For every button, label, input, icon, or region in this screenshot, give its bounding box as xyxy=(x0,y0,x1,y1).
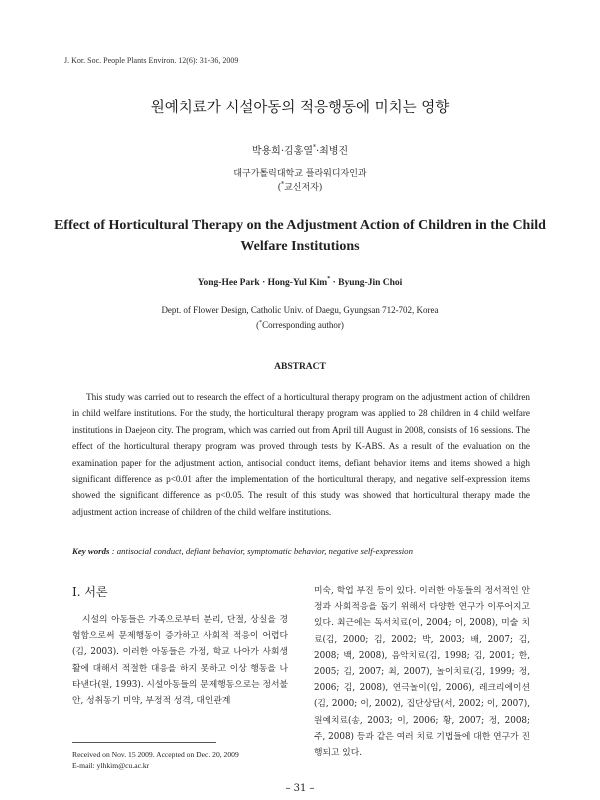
korean-authors xyxy=(0,142,600,157)
korean-corresponding-note xyxy=(0,180,600,193)
intro-left-column: 시설의 아동들은 가족으로부터 분리, 단절, 상실을 경험함으로써 문제행동이 증가하고 사회적 적응이 어렵다(김, 2003). 이러한 아동들은 가정, 학교 나아가 사회생활에 대해서 적절한 대응을 하지 못하고 이상 행동을 나타낸다(원, 1993). 시설아동들의 문제행동으로는 정서불안, 성취동기 미약, 부정적 성격, 대인관계 xyxy=(72,615,288,707)
footnote xyxy=(72,749,239,771)
english-corr-text: Corresponding author) xyxy=(262,320,344,330)
korean-corr-open: ( xyxy=(277,183,282,193)
abstract-heading: ABSTRACT xyxy=(274,362,326,372)
section-heading-introduction: I. 서론 xyxy=(72,585,108,599)
english-authors-pre: Yong-Hee Park · Hong-Yul Kim xyxy=(197,278,328,288)
page-number: – 31 – xyxy=(285,783,315,794)
english-corr-open: ( xyxy=(256,320,260,330)
keywords-text: : antisocial conduct, defiant behavior, symptomatic behavior, negative self-expression xyxy=(109,546,413,556)
keywords-label: Key words xyxy=(72,546,110,556)
english-affiliation: Dept. of Flower Design, Catholic Univ. of Daegu, Gyungsan 712-702, Korea xyxy=(161,305,439,315)
korean-corr-mark: * xyxy=(281,181,285,188)
abstract-body: This study was carried out to research the effect of a horticultural therapy program on the adjustment action of children in child welfare institutions. For the study, the horticultural therapy program was applied to 28 children in 4 child welfare institutions in Daejeon city. The program, which was carried out from April till August in 2008, consists of 16 sessions. The effect of the horticultural therapy program was proved through tests by K-ABS. As a result of the evaluation on the examination paper for the adjustment action, antisocial conduct items, defiant behavior items and items showed a high significant difference as p<0.01 after the implementation of the horticultural therapy, and negative self-expression items showed the significant difference as p<0.05. The result of this study was showed that horticultural therapy made the adjustment action increase of children of the child welfare institutions. xyxy=(72,392,530,517)
english-corresponding-note xyxy=(0,320,600,330)
keywords xyxy=(72,546,532,556)
intro-right-column: 미숙, 학업 부진 등이 있다. 이러한 아동들의 정서적인 안정과 사회적응을 돕기 위해서 다양한 연구가 이루어지고 있다. 최근에는 독서치료(이, 2004; 이, 2008), 미술 치료(김, 2000; 김, 2002; 박, 2003; 배, 2007; 김, 2008; 백, 2008), 음악치료(김, 1998; 김, 2001; 한, 2005; 김, 2007; 최, 2007), 놀이치료(김, 1999; 정, 2006; 김, 2008), 연극놀이(임, 2006), 레크리에이션(김, 2000; 이, 2002), 집단상담(서, 2002; 이, 2007), 원예치료(송, 2003; 이, 2006; 황, 2007; 정, 2008; 주, 2008) 등과 같은 여러 치료 기법들에 대한 연구가 진행되고 있다. xyxy=(314,586,530,759)
korean-authors-post: ·최병진 xyxy=(315,146,349,157)
footnote-email: E-mail: ylhkim@cu.ac.kr xyxy=(72,761,150,770)
english-authors-mark: * xyxy=(327,276,331,282)
english-authors xyxy=(0,276,600,288)
english-authors-post: · Byung-Jin Choi xyxy=(330,278,403,288)
journal-citation: J. Kor. Soc. People Plants Environ. 12(6): 31-36, 2009 xyxy=(64,56,239,65)
korean-title: 원예치료가 시설아동의 적응행동에 미치는 영향 xyxy=(150,100,450,116)
english-corr-mark: * xyxy=(259,320,263,326)
korean-affiliation: 대구가톨릭대학교 플라워디자인과 xyxy=(233,169,367,179)
footnote-received: Received on Nov. 15 2009. Accepted on Dec. 20, 2009 xyxy=(72,750,239,759)
korean-corr-text: 교신저자) xyxy=(284,183,323,193)
english-title: Effect of Horticultural Therapy on the Adjustment Action of Children in the Child Welfare Institutions xyxy=(54,218,546,254)
korean-authors-pre: 박용희·김홍열 xyxy=(251,146,313,157)
footnote-divider xyxy=(72,742,216,743)
korean-authors-mark: * xyxy=(312,144,316,151)
